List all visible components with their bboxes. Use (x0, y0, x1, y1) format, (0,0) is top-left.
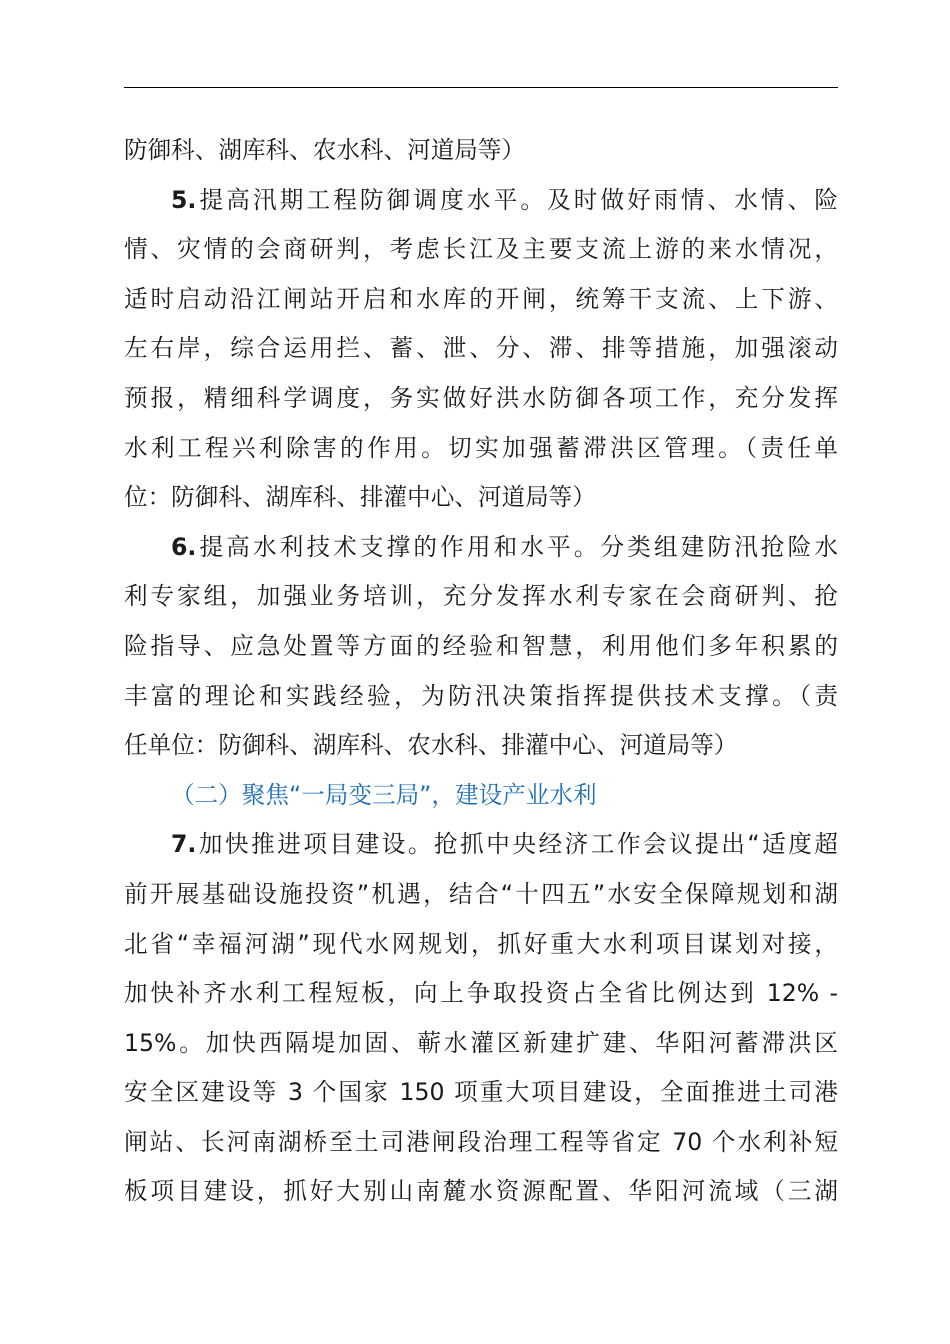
paragraph-line: 安全区建设等 3 个国家 150 项重大项目建设，全面推进土司港 (124, 1078, 838, 1107)
paragraph-line: 预报，精细科学调度，务实做好洪水防御各项工作，充分发挥 (124, 383, 838, 412)
header-rule (124, 87, 838, 88)
body-text (124, 126, 838, 1217)
item-number: 5. (171, 185, 197, 214)
paragraph-line: 防御科、湖库科、农水科、河道局等） (124, 136, 526, 164)
paragraph-line: 前开展基础设施投资”机遇，结合“十四五”水安全保障规划和湖 (124, 879, 838, 908)
paragraph-line-text: 提高汛期工程防御调度水平。及时做好雨情、水情、险 (196, 185, 838, 214)
paragraph-5-first-line (124, 176, 838, 226)
section-heading: （二）聚焦“一局变三局”，建设产业水利 (171, 780, 597, 809)
paragraph-line: 板项目建设，抓好大别山南麓水资源配置、华阳河流域（三湖 (124, 1177, 838, 1206)
item-number: 7. (171, 830, 197, 859)
paragraph-line: 利专家组，加强业务培训，充分发挥水利专家在会商研判、抢 (124, 582, 838, 611)
item-number: 6. (171, 532, 197, 561)
paragraph-6-first-line (124, 523, 838, 573)
paragraph-line: 险指导、应急处置等方面的经验和智慧，利用他们多年积累的 (124, 631, 838, 660)
paragraph-line: 水利工程兴利除害的作用。切实加强蓄滞洪区管理。（责任单 (124, 433, 838, 462)
paragraph-7-first-line (124, 820, 838, 870)
paragraph-line: 任单位：防御科、湖库科、农水科、排灌中心、河道局等） (124, 731, 738, 760)
paragraph-line: 位：防御科、湖库科、排灌中心、河道局等） (124, 483, 596, 512)
paragraph-line: 左右岸，综合运用拦、蓄、泄、分、滞、排等措施，加强滚动 (124, 334, 838, 363)
paragraph-line-text: 提高水利技术支撑的作用和水平。分类组建防汛抢险水 (196, 532, 838, 561)
paragraph-line-text: 加快推进项目建设。抢抓中央经济工作会议提出“适度超 (196, 830, 838, 859)
paragraph-line: 加快补齐水利工程短板，向上争取投资占全省比例达到 12% - (124, 979, 838, 1008)
paragraph-line: 适时启动沿江闸站开启和水库的开闸，统筹干支流、上下游、 (124, 284, 838, 313)
paragraph-line: 15%。加快西隔堤加固、蕲水灌区新建扩建、华阳河蓄滞洪区 (124, 1028, 838, 1057)
paragraph-line: 闸站、长河南湖桥至土司港闸段治理工程等省定 70 个水利补短 (124, 1127, 838, 1156)
paragraph-line: 北省“幸福河湖”现代水网规划，抓好重大水利项目谋划对接， (124, 929, 838, 958)
paragraph-line: 情、灾情的会商研判，考虑长江及主要支流上游的来水情况， (124, 235, 838, 264)
paragraph-line: 丰富的理论和实践经验，为防汛决策指挥提供技术支撑。（责 (124, 681, 838, 710)
